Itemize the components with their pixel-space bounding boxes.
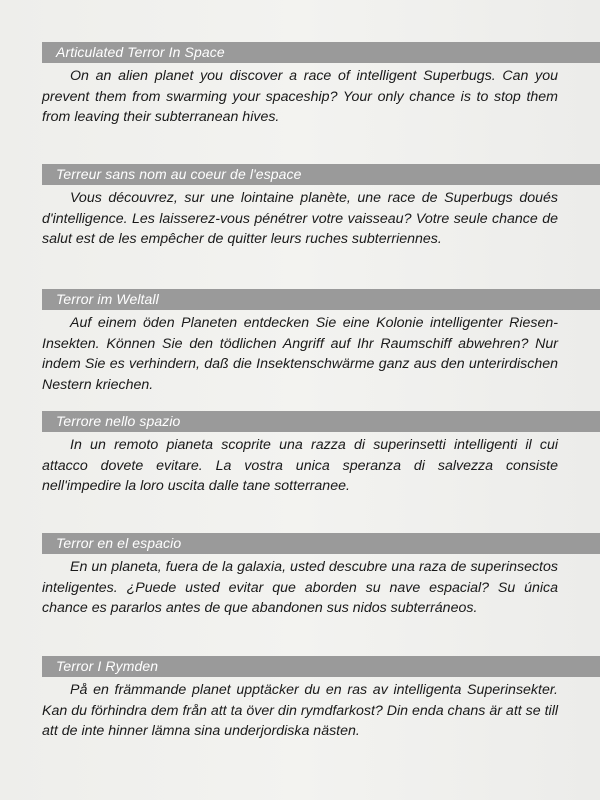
section-text: En un planeta, fuera de la galaxia, usted descubre una raza de superinsectos inteligentes. ¿Puede usted evitar que aborden su nave espacial? Su única chance es pararlos antes de que abandonen sus nidos subterráneos.: [42, 559, 558, 616]
section-italian: [42, 411, 600, 497]
section-heading: Terreur sans nom au coeur de l'espace: [42, 164, 600, 185]
section-spanish: [42, 533, 600, 619]
section-swedish: [42, 656, 600, 742]
section-german: [42, 289, 600, 395]
section-french: [42, 164, 600, 250]
section-text: Auf einem öden Planeten entdecken Sie eine Kolonie intelligenter Riesen-Insekten. Können Sie den tödlichen Angriff auf Ihr Raumschiff abwehren? Nur indem Sie es verhindern, daß die Insektenschwärme ganz aus den unterirdischen Nestern kriechen.: [42, 315, 558, 393]
section-text: On an alien planet you discover a race of intelligent Superbugs. Can you prevent them from swarming your spaceship? Your only chance is to stop them from leaving their subterranean hives.: [42, 68, 558, 125]
section-heading: Terror I Rymden: [42, 656, 600, 677]
section-heading: Terrore nello spazio: [42, 411, 600, 432]
section-heading: Terror en el espacio: [42, 533, 600, 554]
section-english: [42, 42, 600, 128]
section-text: Vous découvrez, sur une lointaine planète, une race de Superbugs doués d'intelligence. Les laisserez-vous pénétrer votre vaisseau? Votre seule chance de salut est de les empêcher de quitter leurs ruches subterriennes.: [42, 190, 558, 247]
section-text: På en främmande planet upptäcker du en ras av intelligenta Superinsekter. Kan du förhindra dem från att ta över din rymdfarkost? Din enda chans är att se till att de inte hinner lämna sina underjordiska nästen.: [42, 682, 558, 739]
section-text: In un remoto pianeta scoprite una razza di superinsetti intelligenti il cui attacco dovete evitare. La vostra unica speranza di salvezza consiste nell'impedire la loro uscita dalle tane sotterranee.: [42, 437, 558, 494]
section-heading: Articulated Terror In Space: [42, 42, 600, 63]
section-heading: Terror im Weltall: [42, 289, 600, 310]
